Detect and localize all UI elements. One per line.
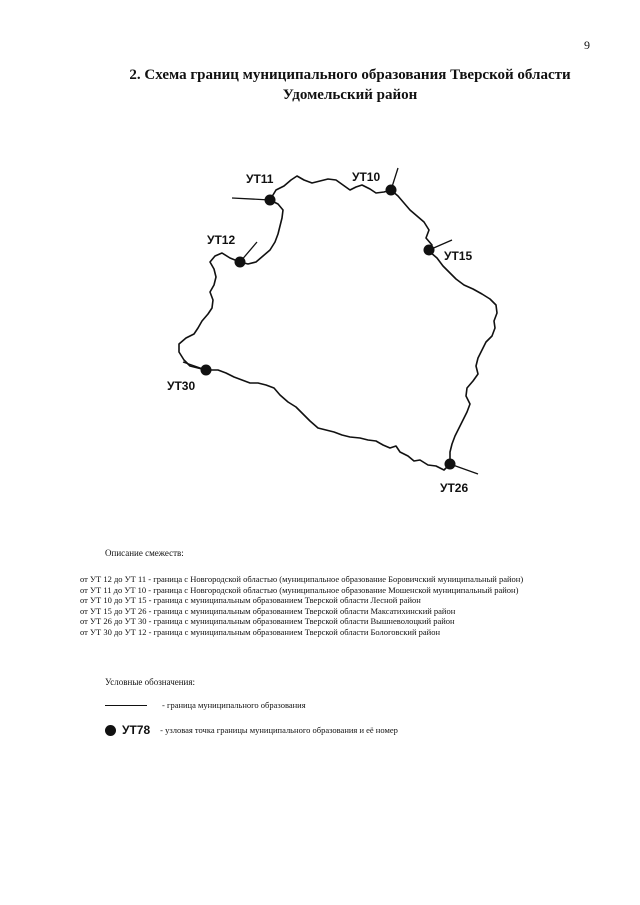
border-line-symbol — [105, 705, 147, 706]
adjacency-item: от УТ 26 до УТ 30 - граница с муниципальным образованием Тверской области Вышневолоцкий район — [80, 616, 455, 626]
page-subtitle: Удомельский район — [282, 87, 418, 103]
node-label-ut30: УТ30 — [167, 379, 196, 393]
page-title: 2. Схема границ муниципального образования Тверской области — [129, 67, 571, 83]
adjacency-item: от УТ 30 до УТ 12 - граница с муниципальным образованием Тверской области Бологовский район — [80, 626, 440, 637]
adjacency-item: от УТ 12 до УТ 11 - граница с Новгородской областью (муниципальное образование Боровичский муниципальный район) — [80, 574, 524, 584]
legend-point-text: - узловая точка границы муниципального образования и её номер — [160, 725, 398, 735]
node-point-ut15 — [424, 245, 435, 256]
adjacency-item: от УТ 15 до УТ 26 - граница с муниципальным образованием Тверской области Максатихинский район — [80, 605, 456, 616]
node-point-ut30 — [201, 365, 212, 376]
node-label-ut12: УТ12 — [207, 233, 236, 247]
node-point-ut11 — [265, 195, 276, 206]
node-label-ut15: УТ15 — [444, 249, 473, 263]
adjacency-heading: Описание смежеств: — [105, 548, 184, 558]
node-point-ut26 — [445, 459, 456, 470]
adjacency-list — [80, 574, 523, 637]
legend-border-row — [105, 700, 306, 710]
legend-point-code: УТ78 — [122, 723, 151, 737]
adjacency-item: от УТ 11 до УТ 10 - граница с Новгородской областью (муниципальное образование Мошенской муниципальный район) — [80, 584, 519, 595]
municipal-boundary — [179, 176, 497, 470]
adjacency-item: от УТ 10 до УТ 15 - граница с муниципальным образованием Тверской области Лесной район — [80, 595, 421, 605]
node-point-ut12 — [235, 257, 246, 268]
node-label-ut11: УТ11 — [246, 172, 274, 186]
legend-point-row — [105, 723, 398, 737]
legend-heading: Условные обозначения: — [105, 677, 196, 687]
node-label-ut26: УТ26 — [440, 481, 469, 495]
node-point-ut10 — [386, 185, 397, 196]
page-number: 9 — [584, 38, 590, 52]
node-label-ut10: УТ10 — [352, 170, 381, 184]
node-point-icon — [105, 725, 116, 736]
legend-border-text: - граница муниципального образования — [162, 700, 306, 710]
